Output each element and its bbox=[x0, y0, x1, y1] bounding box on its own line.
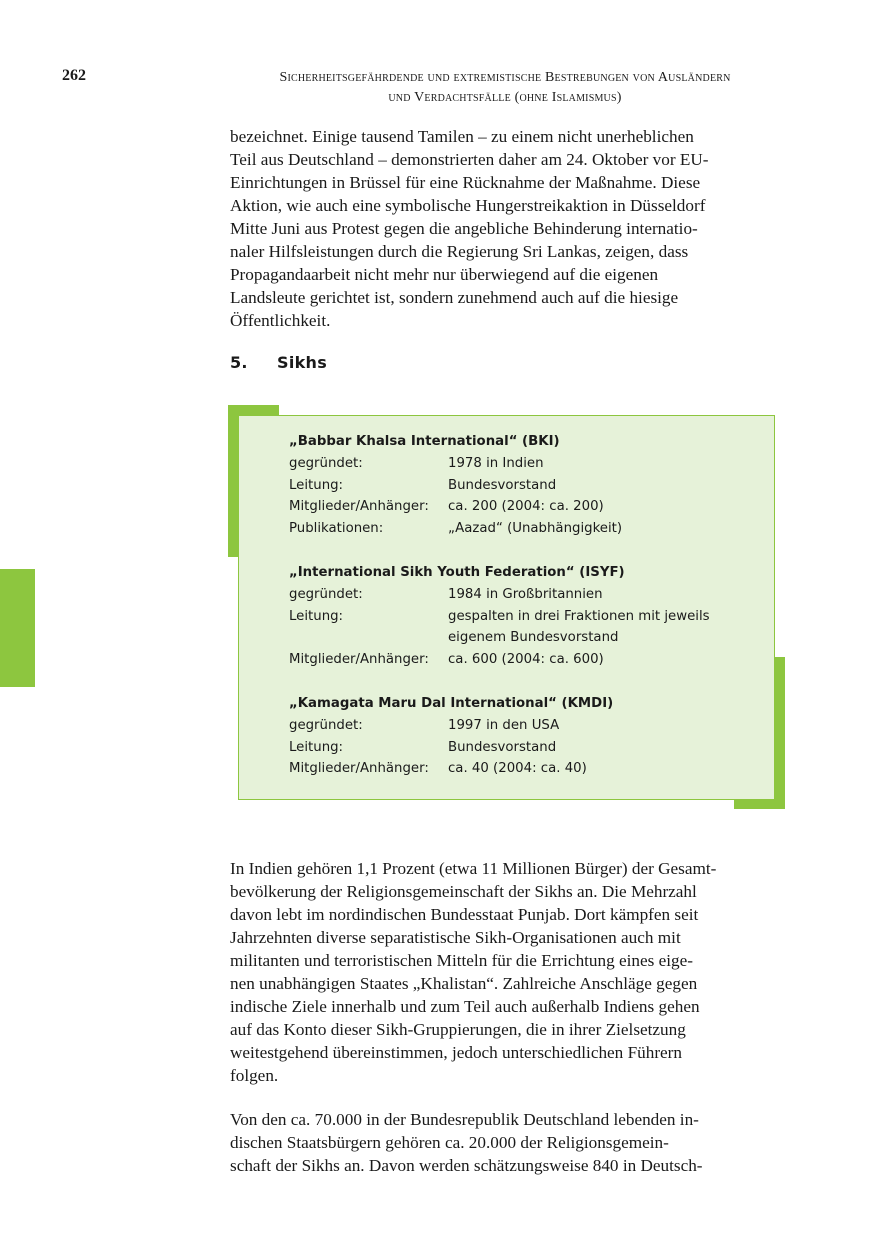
row-label: Leitung: bbox=[289, 477, 344, 493]
row-label: Mitglieder/Anhänger: bbox=[289, 761, 429, 777]
section-title: Sikhs bbox=[277, 353, 328, 372]
row-value: 1978 in Indien bbox=[448, 455, 544, 471]
row-value: ca. 40 (2004: ca. 40) bbox=[448, 761, 587, 777]
row-value: 1984 in Großbritannien bbox=[448, 586, 603, 602]
row-label: Mitglieder/Anhänger: bbox=[289, 652, 429, 668]
org-row-founded bbox=[289, 715, 759, 737]
running-header-line: und Verdachtsfälle (ohne Islamismus) bbox=[388, 90, 622, 105]
org-row-members bbox=[289, 758, 759, 780]
text-line: Propagandaarbeit nicht mehr nur überwiegend auf die eigenen bbox=[230, 265, 659, 284]
text-line: militanten und terroristischen Mitteln für die Errichtung eines eige- bbox=[230, 951, 693, 970]
text-line: dischen Staatsbürgern gehören ca. 20.000 der Religionsgemein- bbox=[230, 1133, 669, 1152]
running-header-line: Sicherheitsgefährdende und extremistische Bestrebungen von Ausländern bbox=[279, 70, 731, 85]
text-line: naler Hilfsleistungen durch die Regierung Sri Lankas, zeigen, dass bbox=[230, 242, 689, 261]
text-line: Mitte Juni aus Protest gegen die angebliche Behinderung internatio- bbox=[230, 219, 698, 238]
row-value: Bundesvorstand bbox=[448, 477, 557, 493]
org-row-leadership bbox=[289, 737, 759, 759]
organization-bki bbox=[289, 431, 759, 540]
text-line: Jahrzehnten diverse separatistische Sikh-Organisationen auch mit bbox=[230, 928, 681, 947]
organization-name: „International Sikh Youth Federation“ (ISYF) bbox=[289, 565, 625, 580]
org-row-members bbox=[289, 649, 759, 671]
org-row-leadership bbox=[289, 475, 759, 497]
text-line: schaft der Sikhs an. Davon werden schätzungsweise 840 in Deutsch- bbox=[230, 1156, 703, 1175]
org-row-members bbox=[289, 496, 759, 518]
text-line: Einrichtungen in Brüssel für eine Rücknahme der Maßnahme. Diese bbox=[230, 173, 701, 192]
paragraph-sikhs-germany bbox=[230, 1108, 790, 1177]
text-line: Öffentlichkeit. bbox=[230, 311, 331, 330]
org-row-publications bbox=[289, 518, 759, 540]
row-value: Bundesvorstand bbox=[448, 739, 557, 755]
organizations-info-box bbox=[238, 415, 775, 800]
section-number: 5. bbox=[230, 353, 248, 372]
paragraph-sikhs-india bbox=[230, 857, 790, 1087]
row-label: Mitglieder/Anhänger: bbox=[289, 499, 429, 515]
row-label: Leitung: bbox=[289, 608, 344, 624]
running-header bbox=[232, 68, 778, 108]
row-value: ca. 600 (2004: ca. 600) bbox=[448, 652, 604, 668]
text-line: bevölkerung der Religionsgemeinschaft der Sikhs an. Die Mehrzahl bbox=[230, 882, 697, 901]
intro-paragraph bbox=[230, 125, 790, 332]
row-value: „Aazad“ (Unabhängigkeit) bbox=[448, 521, 623, 537]
organization-kmdi bbox=[289, 693, 759, 780]
row-label: Leitung: bbox=[289, 739, 344, 755]
text-line: Von den ca. 70.000 in der Bundesrepublik Deutschland lebenden in- bbox=[230, 1110, 699, 1129]
row-value-line: eigenem Bundesvorstand bbox=[448, 630, 619, 646]
organization-name: „Kamagata Maru Dal International“ (KMDI) bbox=[289, 696, 614, 711]
text-line: bezeichnet. Einige tausend Tamilen – zu einem nicht unerheblichen bbox=[230, 127, 694, 146]
row-value bbox=[448, 606, 710, 650]
text-line: weitestgehend übereinstimmen, jedoch unterschiedlichen Führern bbox=[230, 1043, 682, 1062]
row-label: gegründet: bbox=[289, 586, 363, 602]
organization-isyf bbox=[289, 562, 759, 671]
section-heading bbox=[230, 353, 327, 372]
org-row-founded bbox=[289, 584, 759, 606]
row-value-line: gespalten in drei Fraktionen mit jeweils bbox=[448, 608, 710, 624]
row-label: Publikationen: bbox=[289, 521, 384, 537]
org-row-founded bbox=[289, 453, 759, 475]
text-line: Aktion, wie auch eine symbolische Hungerstreikaktion in Düsseldorf bbox=[230, 196, 706, 215]
text-line: nen unabhängigen Staates „Khalistan“. Zahlreiche Anschläge gegen bbox=[230, 974, 698, 993]
text-line: folgen. bbox=[230, 1066, 279, 1085]
page-number: 262 bbox=[62, 67, 86, 84]
text-line: indische Ziele innerhalb und zum Teil auch außerhalb Indiens gehen bbox=[230, 997, 700, 1016]
text-line: In Indien gehören 1,1 Prozent (etwa 11 Millionen Bürger) der Gesamt- bbox=[230, 859, 717, 878]
org-row-leadership bbox=[289, 606, 759, 650]
text-line: Landsleute gerichtet ist, sondern zunehmend auch auf die hiesige bbox=[230, 288, 679, 307]
row-value: ca. 200 (2004: ca. 200) bbox=[448, 499, 604, 515]
organization-name: „Babbar Khalsa International“ (BKI) bbox=[289, 434, 560, 449]
row-label: gegründet: bbox=[289, 455, 363, 471]
text-line: auf das Konto dieser Sikh-Gruppierungen, die in ihrer Zielsetzung bbox=[230, 1020, 686, 1039]
side-tab-marker bbox=[0, 569, 35, 687]
text-line: Teil aus Deutschland – demonstrierten daher am 24. Oktober vor EU- bbox=[230, 150, 709, 169]
row-value: 1997 in den USA bbox=[448, 717, 560, 733]
row-label: gegründet: bbox=[289, 717, 363, 733]
text-line: davon lebt im nordindischen Bundesstaat Punjab. Dort kämpfen seit bbox=[230, 905, 699, 924]
